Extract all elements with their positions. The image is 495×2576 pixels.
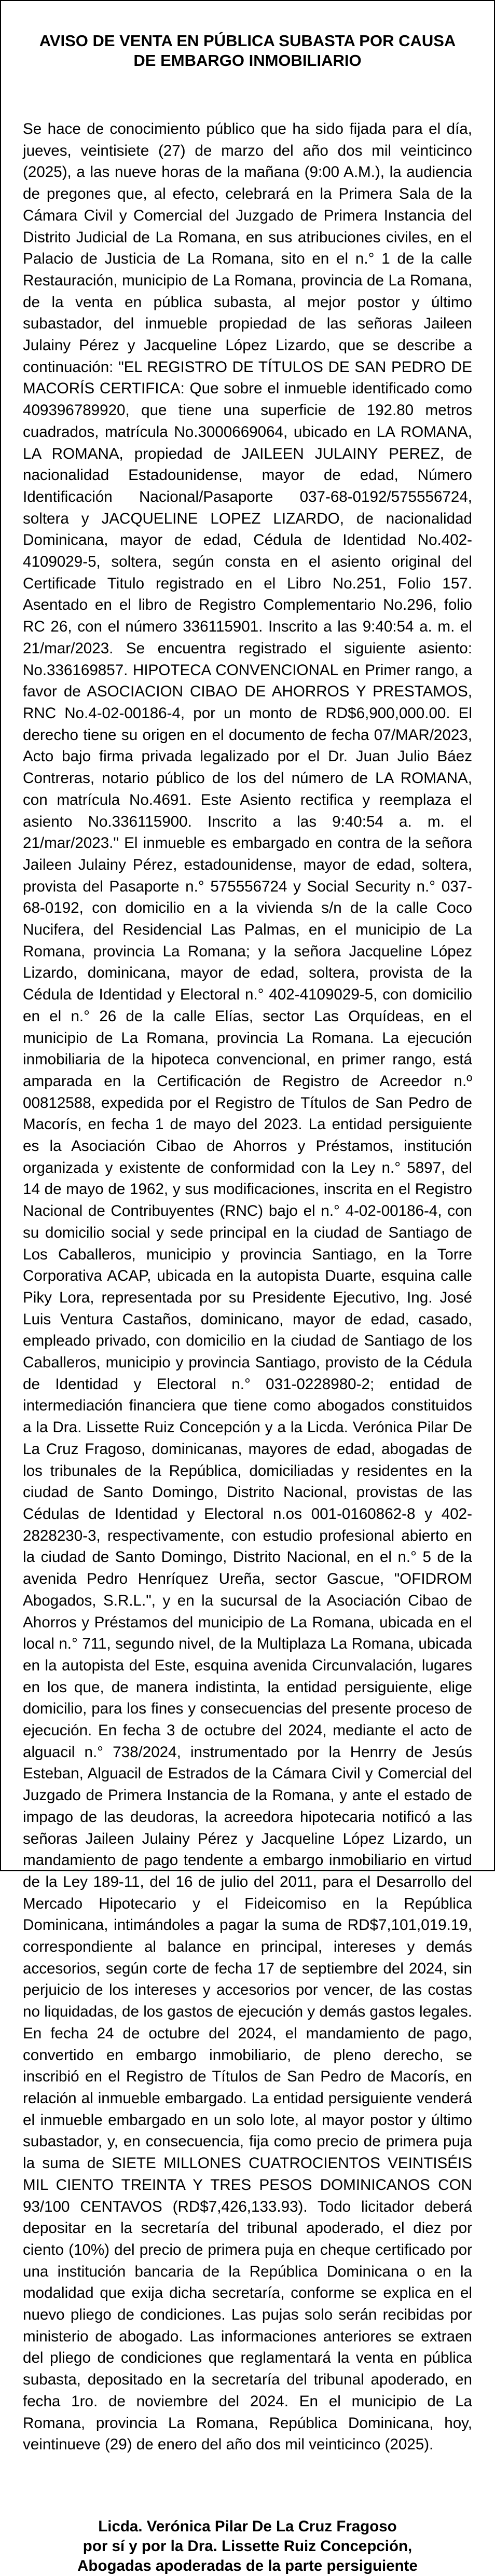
notice-body: Se hace de conocimiento público que ha sido fijada para el día, jueves, veintisiete (27) de marzo del año dos mil veinticinco (2025), a las nueve horas de la mañana (9:00 A.M.), la audiencia de pregones que, al efecto, celebrará en la Primera Sala de la Cámara Civil y Comercial del Juzgado de Primera Instancia del Distrito Judicial de La Romana, en sus atribuciones civiles, en el Palacio de Justicia de La Romana, sito en el n.° 1 de la calle Restauración, municipio de La Romana, provincia de La Romana, de la venta en pública subasta, al mejor postor y último subastador, del inmueble propiedad de las señoras Jaileen Julainy Pérez y Jacqueline López Lizardo, que se describe a continuación: "EL REGISTRO DE TÍTULOS DE SAN PEDRO DE MACORÍS CERTIFICA: Que sobre el inmueble identificado como 409396789920, que tiene una superficie de 192.80 metros cuadrados, matrícula No.3000669064, ubicado en LA ROMANA, LA ROMANA, propiedad de JAILEEN JULAINY PEREZ, de nacionalidad Estadounidense, mayor de edad, Número Identificación Nacional/Pasaporte 037-68-0192/575556724, soltera y JACQUELINE LOPEZ LIZARDO, de nacionalidad Dominicana, mayor de edad, Cédula de Identidad No.402-4109029-5, soltera, según consta en el asiento original del Certificade Titulo registrado en el Libro No.251, Folio 157. Asentado en el libro de Registro Complementario No.296, folio RC 26, con el número 336115901. Inscrito a las 9:40:54 a. m. el 21/mar/2023. Se encuentra registrado el siguiente asiento: No.336169857. HIPOTECA CONVENCIONAL en Primer rango, a favor de ASOCIACION CIBAO DE AHORROS Y PRESTAMOS, RNC No.4-02-00186-4, por un monto de RD$6,900,000.00. El derecho tiene su origen en el documento de fecha 07/MAR/2023, Acto bajo firma privada legalizado por el Dr. Juan Julio Báez Contreras, notario público de los del número de LA ROMANA, con matrícula No.4691. Este Asiento rectifica y reemplaza el asiento No.336115900. Inscrito a las 9:40:54 a. m. el 21/mar/2023." El inmueble es embargado en contra de la señora Jaileen Julainy Pérez, estadounidense, mayor de edad, soltera, provista del Pasaporte n.° 575556724 y Social Security n.° 037-68-0192, con domicilio en a la vivienda s/n de la calle Coco Nucifera, del Residencial Las Palmas, en el municipio de La Romana, provincia La Romana; y la señora Jacqueline López Lizardo, dominicana, mayor de edad, soltera, provista de la Cédula de Identidad y Electoral n.° 402-4109029-5, con domicilio en el n.° 26 de la calle Elías, sector Las Orquídeas, en el municipio de La Romana, provincia La Romana. La ejecución inmobiliaria de la hipoteca convencional, en primer rango, está amparada en la Certificación de Registro de Acreedor n.º 00812588, expedida por el Registro de Títulos de San Pedro de Macorís, en fecha 1 de mayo del 2023. La entidad persiguiente es la Asociación Cibao de Ahorros y Préstamos, institución organizada y existente de conformidad con la Ley n.° 5897, del 14 de mayo de 1962, y sus modificaciones, inscrita en el Registro Nacional de Contribuyentes (RNC) bajo el n.° 4-02-00186-4, con su domicilio social y sede principal en la ciudad de Santiago de Los Caballeros, municipio y provincia Santiago, en la Torre Corporativa ACAP, ubicada en la autopista Duarte, esquina calle Piky Lora, representada por su Presidente Ejecutivo, Ing. José Luis Ventura Castaños, dominicano, mayor de edad, casado, empleado privado, con domicilio en la ciudad de Santiago de los Caballeros, municipio y provincia Santiago, provisto de la Cédula de Identidad y Electoral n.° 031-0228980-2; entidad de intermediación financiera que tiene como abogados constituidos a la Dra. Lissette Ruiz Concepción y a la Licda. Verónica Pilar De La Cruz Fragoso, dominicanas, mayores de edad, abogadas de los tribunales de la República, domiciliadas y residentes en la ciudad de Santo Domingo, Distrito Nacional, provistas de las Cédulas de Identidad y Electoral n.os 001-0160862-8 y 402-2828230-3, respectivamente, con estudio profesional abierto en la ciudad de Santo Domingo, Distrito Nacional, en el n.° 5 de la avenida Pedro Henríquez Ureña, sector Gascue, "OFIDROM Abogados, S.R.L.", y en la sucursal de la Asociación Cibao de Ahorros y Préstamos del municipio de La Romana, ubicada en el local n.° 711, segundo nivel, de la Multiplaza La Romana, ubicada en la autopista del Este, esquina avenida Circunvalación, lugares en los que, de manera indistinta, la entidad persiguiente, elige domicilio, para los fines y consecuencias del presente proceso de ejecución. En fecha 3 de octubre del 2024, mediante el acto de alguacil n.° 738/2024, instrumentado por la Henrry de Jesús Esteban, Alguacil de Estrados de la Cámara Civil y Comercial del Juzgado de Primera Instancia de la Romana, y ante el estado de impago de las deudoras, la acreedora hipotecaria notificó a las señoras Jaileen Julainy Pérez y Jacqueline López Lizardo, un mandamiento de pago tendente a embargo inmobiliario en virtud de la Ley 189-11, del 16 de julio del 2011, para el Desarrollo del Mercado Hipotecario y el Fideicomiso en la República Dominicana, intimándoles a pagar la suma de RD$7,101,019.19, correspondiente al balance en principal, intereses y demás accesorios, según corte de fecha 17 de septiembre del 2024, sin perjuicio de los intereses y accesorios por vencer, de las costas no liquidadas, de los gastos de ejecución y demás gastos legales. En fecha 24 de octubre del 2024, el mandamiento de pago, convertido en embargo inmobiliario, de pleno derecho, se inscribió en el Registro de Títulos de San Pedro de Macorís, en relación al inmueble embargado. La entidad persiguiente venderá el inmueble embargado en un solo lote, al mayor postor y último subastador, y, en consecuencia, fija como precio de primera puja la suma de SIETE MILLONES CUATROCIENTOS VEINTISÉIS MIL CIENTO TREINTA Y TRES PESOS DOMINICANOS CON 93/100 CENTAVOS (RD$7,426,133.93). Todo licitador deberá depositar en la secretaría del tribunal apoderado, el diez por ciento (10%) del precio de primera puja en cheque certificado por una institución bancaria de la República Dominicana o en la modalidad que exija dicha secretaría, conforme se explica en el nuevo pliego de condiciones. Las pujas solo serán recibidas por ministerio de abogado. Las informaciones anteriores se extraen del pliego de condiciones que reglamentará la venta en pública subasta, depositado en la secretaría del tribunal apoderado, en fecha 1ro. de noviembre del 2024. En el municipio de La Romana, provincia La Romana, República Dominicana, hoy, veintinueve (29) de enero del año dos mil veinticinco (2025).	[23, 120, 472, 2454]
signature-line-1: Licda. Verónica Pilar De La Cruz Fragoso	[98, 2517, 397, 2535]
signature-line-3: Abogadas apoderadas de la parte persiguiente	[77, 2557, 418, 2574]
signature-line-2: por sí y por la Dra. Lissette Ruiz Concepción,	[82, 2537, 412, 2555]
notice-title	[32, 31, 463, 71]
signature-block	[1, 2517, 494, 2576]
notice-title-line-1: AVISO DE VENTA EN PÚBLICA SUBASTA POR CAUSA	[39, 32, 456, 50]
notice-title-line-2: DE EMBARGO INMOBILIARIO	[133, 51, 362, 70]
